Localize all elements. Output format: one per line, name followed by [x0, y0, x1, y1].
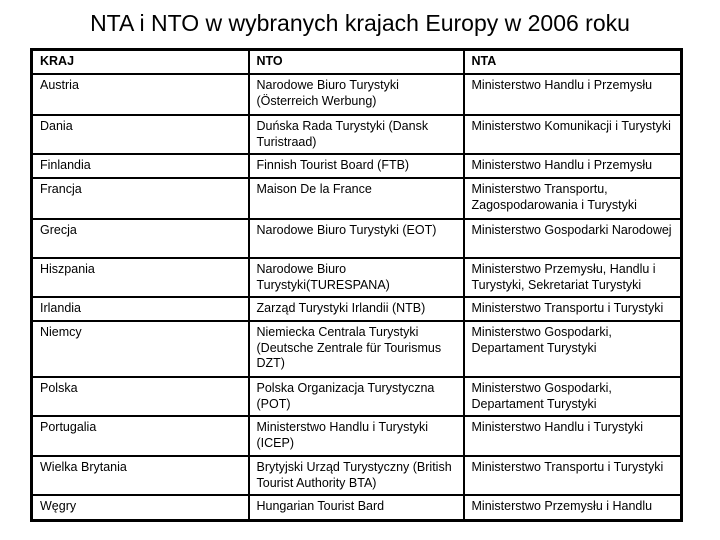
nto-cell: Niemiecka Centrala Turystyki (Deutsche Zentrale für Tourismus DZT) [249, 321, 464, 377]
nta-cell: Ministerstwo Przemysłu i Handlu [464, 495, 682, 521]
table-row [32, 219, 682, 258]
country-cell: Irlandia [32, 297, 249, 321]
nto-cell: Polska Organizacja Turystyczna (POT) [249, 377, 464, 416]
country-cell: Polska [32, 377, 249, 416]
nta-nto-table [30, 48, 683, 522]
country-cell: Francja [32, 178, 249, 219]
table-row [32, 297, 682, 321]
nta-cell: Ministerstwo Gospodarki, Departament Turystyki [464, 377, 682, 416]
header-nta: NTA [464, 50, 682, 75]
nta-cell: Ministerstwo Transportu i Turystyki [464, 297, 682, 321]
table-row [32, 416, 682, 456]
country-cell: Finlandia [32, 154, 249, 178]
table-header-row [32, 50, 682, 75]
slide-title: NTA i NTO w wybranych krajach Europy w 2006 roku [90, 10, 630, 36]
country-cell: Hiszpania [32, 258, 249, 297]
nta-cell: Ministerstwo Komunikacji i Turystyki [464, 115, 682, 154]
country-cell: Dania [32, 115, 249, 154]
nto-cell: Zarząd Turystyki Irlandii (NTB) [249, 297, 464, 321]
table-row [32, 74, 682, 115]
header-kraj: KRAJ [32, 50, 249, 75]
nto-cell: Maison De la France [249, 178, 464, 219]
nto-cell: Hungarian Tourist Bard [249, 495, 464, 521]
table-row [32, 495, 682, 521]
nta-cell: Ministerstwo Handlu i Przemysłu [464, 154, 682, 178]
nta-cell: Ministerstwo Gospodarki, Departament Turystyki [464, 321, 682, 377]
table-row [32, 178, 682, 219]
nta-cell: Ministerstwo Gospodarki Narodowej [464, 219, 682, 258]
country-cell: Portugalia [32, 416, 249, 456]
nta-cell: Ministerstwo Handlu i Przemysłu [464, 74, 682, 115]
table-row [32, 456, 682, 495]
nto-cell: Brytyjski Urząd Turystyczny (British Tourist Authority BTA) [249, 456, 464, 495]
table-row [32, 377, 682, 416]
nto-cell: Narodowe Biuro Turystyki (Österreich Werbung) [249, 74, 464, 115]
nta-cell: Ministerstwo Handlu i Turystyki [464, 416, 682, 456]
nta-cell: Ministerstwo Transportu i Turystyki [464, 456, 682, 495]
table-row [32, 115, 682, 154]
nto-cell: Ministerstwo Handlu i Turystyki (ICEP) [249, 416, 464, 456]
country-cell: Węgry [32, 495, 249, 521]
table-row [32, 258, 682, 297]
nto-cell: Narodowe Biuro Turystyki (EOT) [249, 219, 464, 258]
table-row [32, 321, 682, 377]
country-cell: Wielka Brytania [32, 456, 249, 495]
country-cell: Austria [32, 74, 249, 115]
header-nto: NTO [249, 50, 464, 75]
nto-cell: Finnish Tourist Board (FTB) [249, 154, 464, 178]
nto-cell: Duńska Rada Turystyki (Dansk Turistraad) [249, 115, 464, 154]
nta-cell: Ministerstwo Przemysłu, Handlu i Turystyki, Sekretariat Turystyki [464, 258, 682, 297]
country-cell: Grecja [32, 219, 249, 258]
nta-cell: Ministerstwo Transportu, Zagospodarowania i Turystyki [464, 178, 682, 219]
country-cell: Niemcy [32, 321, 249, 377]
table-row [32, 154, 682, 178]
nto-cell: Narodowe Biuro Turystyki(TURESPANA) [249, 258, 464, 297]
